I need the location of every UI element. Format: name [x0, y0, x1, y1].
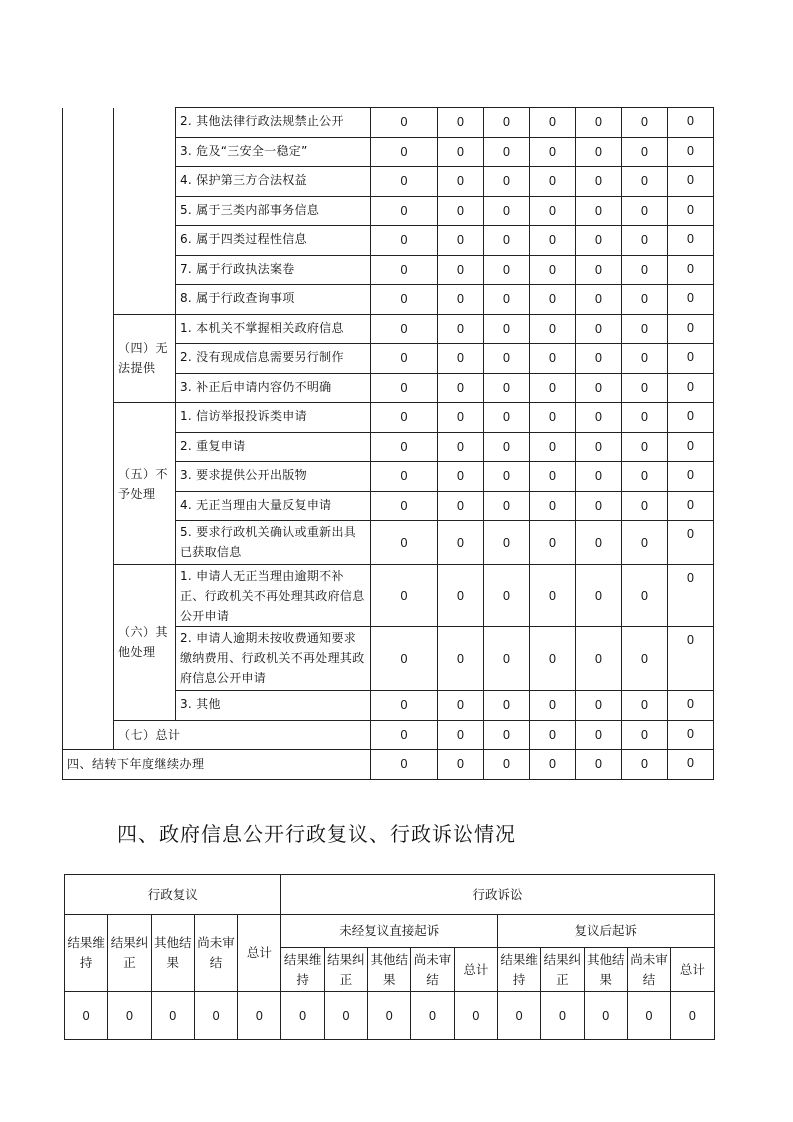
- value-cell: 0: [576, 108, 622, 138]
- value-cell: 0: [438, 462, 484, 492]
- row-label: 5. 要求行政机关确认或重新出具已获取信息: [176, 521, 371, 565]
- carryover-row: [63, 750, 714, 780]
- row-label: 5. 属于三类内部事务信息: [176, 196, 371, 226]
- after-review-value: 0: [671, 992, 714, 1040]
- after-review-subheader: 结果纠正: [541, 948, 584, 992]
- value-cell: 0: [576, 167, 622, 197]
- outer-category-cell: [63, 108, 114, 750]
- value-cell: 0: [622, 344, 668, 374]
- value-cell: 0: [371, 373, 438, 403]
- value-cell: 0: [484, 491, 530, 521]
- value-cell: 0: [530, 521, 576, 565]
- review-litigation-table: [64, 874, 715, 1040]
- value-cell: 0: [668, 255, 714, 285]
- review-value: 0: [151, 992, 194, 1040]
- direct-subheader: 结果维持: [281, 948, 324, 992]
- value-cell: 0: [576, 627, 622, 691]
- value-cell: 0: [484, 108, 530, 138]
- value-cell: 0: [371, 137, 438, 167]
- value-cell: 0: [438, 403, 484, 433]
- value-cell: 0: [484, 285, 530, 315]
- value-cell: 0: [668, 137, 714, 167]
- value-cell: 0: [576, 491, 622, 521]
- carryover-label: 四、结转下年度继续办理: [63, 750, 371, 780]
- row-label: 2. 没有现成信息需要另行制作: [176, 344, 371, 374]
- after-review-suit-header: 复议后起诉: [497, 915, 714, 948]
- value-cell: 0: [668, 462, 714, 492]
- value-cell: 0: [484, 137, 530, 167]
- value-cell: 0: [668, 108, 714, 138]
- row-label: 6. 属于四类过程性信息: [176, 226, 371, 256]
- value-cell: 0: [530, 255, 576, 285]
- direct-subheader: 总计: [454, 948, 497, 992]
- value-cell: 0: [438, 432, 484, 462]
- value-cell: 0: [622, 462, 668, 492]
- value-cell: 0: [438, 344, 484, 374]
- direct-value: 0: [324, 992, 367, 1040]
- value-cell: 0: [484, 255, 530, 285]
- value-cell: 0: [622, 750, 668, 780]
- value-cell: 0: [438, 137, 484, 167]
- value-cell: 0: [438, 285, 484, 315]
- value-cell: 0: [371, 403, 438, 433]
- total-row: [63, 720, 714, 750]
- value-cell: 0: [484, 403, 530, 433]
- value-cell: 0: [622, 403, 668, 433]
- value-cell: 0: [371, 627, 438, 691]
- value-cell: 0: [530, 196, 576, 226]
- after-review-value: 0: [497, 992, 540, 1040]
- value-cell: 0: [668, 691, 714, 721]
- value-cell: 0: [484, 691, 530, 721]
- review-header: 行政复议: [65, 875, 281, 915]
- value-cell: 0: [668, 285, 714, 315]
- section-title: 四、政府信息公开行政复议、行政诉讼情况: [117, 822, 516, 846]
- after-review-value: 0: [627, 992, 670, 1040]
- row-label: 3. 其他: [176, 691, 371, 721]
- value-cell: 0: [371, 196, 438, 226]
- after-review-subheader: 结果维持: [497, 948, 540, 992]
- value-cell: 0: [484, 565, 530, 627]
- value-cell: 0: [576, 373, 622, 403]
- direct-suit-header: 未经复议直接起诉: [281, 915, 497, 948]
- value-cell: 0: [622, 137, 668, 167]
- row-label: 2. 其他法律行政法规禁止公开: [176, 108, 371, 138]
- value-cell: 0: [622, 226, 668, 256]
- value-cell: 0: [371, 720, 438, 750]
- group6-category-label: （六）其他处理: [114, 565, 176, 721]
- value-cell: 0: [622, 720, 668, 750]
- value-cell: 0: [484, 720, 530, 750]
- table-row: [63, 565, 714, 627]
- value-cell: 0: [622, 691, 668, 721]
- value-cell: 0: [668, 565, 714, 627]
- value-cell: 0: [530, 691, 576, 721]
- group3-category-cell: [114, 108, 176, 315]
- review-subheader: 结果维持: [65, 915, 108, 992]
- value-cell: 0: [484, 344, 530, 374]
- value-cell: 0: [438, 373, 484, 403]
- value-cell: 0: [438, 627, 484, 691]
- value-cell: 0: [576, 720, 622, 750]
- value-cell: 0: [484, 432, 530, 462]
- value-cell: 0: [371, 432, 438, 462]
- value-cell: 0: [668, 627, 714, 691]
- value-cell: 0: [438, 720, 484, 750]
- total-label: （七）总计: [114, 720, 371, 750]
- table-row: [63, 108, 714, 138]
- review-subheader: 总计: [238, 915, 281, 992]
- value-cell: 0: [622, 285, 668, 315]
- table-row: [63, 403, 714, 433]
- value-cell: 0: [668, 373, 714, 403]
- value-cell: 0: [576, 521, 622, 565]
- value-cell: 0: [484, 462, 530, 492]
- value-cell: 0: [530, 627, 576, 691]
- group4-category-label: （四）无法提供: [114, 314, 176, 403]
- value-cell: 0: [438, 255, 484, 285]
- value-cell: 0: [530, 314, 576, 344]
- value-cell: 0: [530, 108, 576, 138]
- value-cell: 0: [668, 521, 714, 565]
- value-cell: 0: [371, 285, 438, 315]
- value-cell: 0: [622, 167, 668, 197]
- value-cell: 0: [622, 108, 668, 138]
- value-cell: 0: [438, 521, 484, 565]
- value-cell: 0: [530, 137, 576, 167]
- value-cell: 0: [668, 750, 714, 780]
- review-subheader: 结果纠正: [108, 915, 151, 992]
- row-label: 4. 保护第三方合法权益: [176, 167, 371, 197]
- value-cell: 0: [576, 565, 622, 627]
- value-cell: 0: [371, 521, 438, 565]
- value-cell: 0: [530, 720, 576, 750]
- value-cell: 0: [622, 565, 668, 627]
- value-cell: 0: [576, 691, 622, 721]
- after-review-subheader: 其他结果: [584, 948, 627, 992]
- review-value: 0: [238, 992, 281, 1040]
- row-label: 8. 属于行政查询事项: [176, 285, 371, 315]
- value-cell: 0: [371, 462, 438, 492]
- value-cell: 0: [371, 691, 438, 721]
- value-cell: 0: [530, 462, 576, 492]
- value-cell: 0: [622, 627, 668, 691]
- review-value: 0: [194, 992, 237, 1040]
- value-cell: 0: [668, 403, 714, 433]
- value-cell: 0: [576, 314, 622, 344]
- row-label: 7. 属于行政执法案卷: [176, 255, 371, 285]
- value-cell: 0: [622, 255, 668, 285]
- value-cell: 0: [668, 491, 714, 521]
- value-cell: 0: [668, 226, 714, 256]
- direct-subheader: 结果纠正: [324, 948, 367, 992]
- application-handling-table: [62, 107, 714, 780]
- after-review-value: 0: [584, 992, 627, 1040]
- value-cell: 0: [668, 314, 714, 344]
- value-cell: 0: [530, 750, 576, 780]
- value-cell: 0: [484, 314, 530, 344]
- direct-subheader: 其他结果: [368, 948, 411, 992]
- direct-subheader: 尚未审结: [411, 948, 454, 992]
- row-label: 3. 危及“三安全一稳定”: [176, 137, 371, 167]
- value-cell: 0: [530, 491, 576, 521]
- value-cell: 0: [438, 750, 484, 780]
- value-cell: 0: [484, 627, 530, 691]
- value-cell: 0: [622, 432, 668, 462]
- value-cell: 0: [371, 565, 438, 627]
- value-cell: 0: [371, 314, 438, 344]
- value-cell: 0: [576, 137, 622, 167]
- value-cell: 0: [668, 196, 714, 226]
- value-cell: 0: [530, 432, 576, 462]
- value-cell: 0: [576, 462, 622, 492]
- value-cell: 0: [484, 196, 530, 226]
- row-label: 3. 要求提供公开出版物: [176, 462, 371, 492]
- value-cell: 0: [622, 314, 668, 344]
- value-cell: 0: [371, 108, 438, 138]
- value-cell: 0: [438, 108, 484, 138]
- value-cell: 0: [484, 167, 530, 197]
- value-cell: 0: [484, 226, 530, 256]
- value-cell: 0: [622, 491, 668, 521]
- direct-value: 0: [411, 992, 454, 1040]
- review-subheader: 其他结果: [151, 915, 194, 992]
- row-label: 1. 信访举报投诉类申请: [176, 403, 371, 433]
- value-cell: 0: [371, 167, 438, 197]
- value-cell: 0: [576, 255, 622, 285]
- value-cell: 0: [622, 196, 668, 226]
- value-cell: 0: [576, 750, 622, 780]
- value-cell: 0: [438, 196, 484, 226]
- value-cell: 0: [530, 403, 576, 433]
- value-cell: 0: [576, 196, 622, 226]
- value-cell: 0: [371, 226, 438, 256]
- value-cell: 0: [530, 344, 576, 374]
- value-cell: 0: [576, 344, 622, 374]
- row-label: 1. 申请人无正当理由逾期不补正、行政机关不再处理其政府信息公开申请: [176, 565, 371, 627]
- direct-value: 0: [281, 992, 324, 1040]
- value-cell: 0: [576, 285, 622, 315]
- value-cell: 0: [530, 285, 576, 315]
- review-subheader: 尚未审结: [194, 915, 237, 992]
- value-cell: 0: [576, 226, 622, 256]
- value-cell: 0: [438, 314, 484, 344]
- row-label: 2. 申请人逾期未按收费通知要求缴纳费用、行政机关不再处理其政府信息公开申请: [176, 627, 371, 691]
- value-cell: 0: [438, 167, 484, 197]
- value-cell: 0: [622, 373, 668, 403]
- value-cell: 0: [438, 491, 484, 521]
- after-review-subheader: 尚未审结: [627, 948, 670, 992]
- value-cell: 0: [668, 167, 714, 197]
- value-cell: 0: [438, 691, 484, 721]
- value-cell: 0: [668, 720, 714, 750]
- table-row: [63, 314, 714, 344]
- value-cell: 0: [576, 403, 622, 433]
- value-cell: 0: [530, 226, 576, 256]
- value-cell: 0: [371, 344, 438, 374]
- value-cell: 0: [484, 750, 530, 780]
- value-cell: 0: [622, 521, 668, 565]
- row-label: 2. 重复申请: [176, 432, 371, 462]
- review-value: 0: [108, 992, 151, 1040]
- direct-value: 0: [368, 992, 411, 1040]
- value-cell: 0: [530, 373, 576, 403]
- value-cell: 0: [371, 491, 438, 521]
- value-cell: 0: [484, 521, 530, 565]
- value-cell: 0: [576, 432, 622, 462]
- value-cell: 0: [668, 344, 714, 374]
- row-label: 3. 补正后申请内容仍不明确: [176, 373, 371, 403]
- review-value: 0: [65, 992, 108, 1040]
- after-review-subheader: 总计: [671, 948, 714, 992]
- group5-category-label: （五）不予处理: [114, 403, 176, 565]
- value-cell: 0: [371, 750, 438, 780]
- value-cell: 0: [530, 565, 576, 627]
- value-cell: 0: [438, 565, 484, 627]
- value-cell: 0: [371, 255, 438, 285]
- row-label: 4. 无正当理由大量反复申请: [176, 491, 371, 521]
- direct-value: 0: [454, 992, 497, 1040]
- litigation-header: 行政诉讼: [281, 875, 714, 915]
- value-cell: 0: [530, 167, 576, 197]
- after-review-value: 0: [541, 992, 584, 1040]
- row-label: 1. 本机关不掌握相关政府信息: [176, 314, 371, 344]
- value-cell: 0: [668, 432, 714, 462]
- value-cell: 0: [438, 226, 484, 256]
- value-cell: 0: [484, 373, 530, 403]
